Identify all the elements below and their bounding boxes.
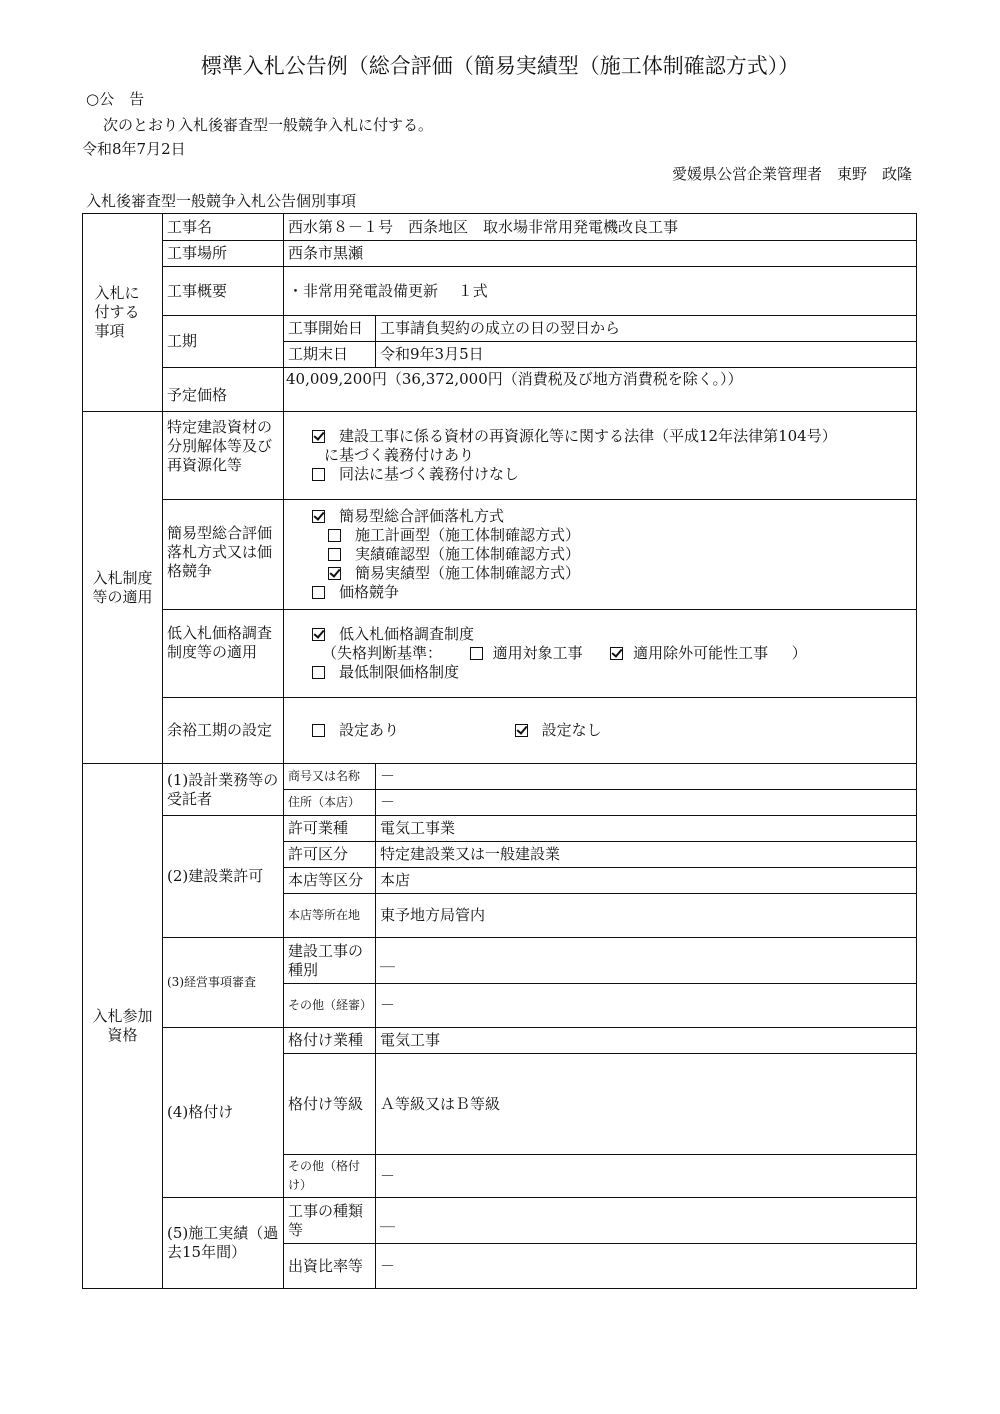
permit-label: (2)建設業許可 [163, 816, 284, 938]
permit-office-value: 本店 [376, 868, 917, 894]
section-title: 入札後審査型一般競争入札公告個別事項 [86, 192, 357, 210]
method-sub-plan: 施工計画型（施工体制確認方式） [288, 526, 912, 545]
price-label: 予定価格 [163, 368, 284, 412]
notice-intro: 次のとおり入札後審査型一般競争入札に付する。 [103, 116, 434, 134]
permit-type-value: 電気工事業 [376, 816, 917, 842]
method-option-price: 価格競争 [288, 583, 912, 602]
summary-label: 工事概要 [163, 267, 284, 316]
lowbid-survey-checkbox[interactable] [312, 628, 325, 641]
site-value: 西条市黒瀬 [284, 241, 917, 267]
method-sub-record: 簡易実績型（施工体制確認方式） [288, 564, 912, 583]
notice-date: 令和8年7月2日 [82, 140, 186, 158]
recycle-yes-checkbox[interactable] [312, 430, 325, 443]
spare-yes-checkbox[interactable] [312, 724, 325, 737]
signer: 愛媛県公営企業管理者 東野 政隆 [671, 165, 912, 183]
design-label: (1)設計業務等の受託者 [163, 764, 284, 816]
notice-label: ○公 告 [86, 90, 145, 108]
audit-kind-value: ＿ [376, 938, 917, 984]
spare-yes-label: 設定あり [339, 721, 400, 739]
recycle-label: 特定建設資材の分別解体等及び再資源化等 [163, 412, 284, 500]
spare-no-checkbox[interactable] [515, 724, 528, 737]
record-kind-label: 工事の種類等 [284, 1198, 376, 1244]
rank-label: (4)格付け [163, 1028, 284, 1198]
group-eligibility-label: 入札参加資格 [83, 764, 163, 1289]
permit-loc-label: 本店等所在地 [284, 894, 376, 938]
audit-other-value: － [376, 984, 917, 1028]
design-addr-label: 住所（本店） [284, 790, 376, 816]
permit-class-label: 許可区分 [284, 842, 376, 868]
spare-options [284, 698, 917, 764]
rank-type-value: 電気工事 [376, 1028, 917, 1054]
method-label: 簡易型総合評価落札方式又は価格競争 [163, 500, 284, 610]
audit-label: (3)経営事項審査 [163, 938, 284, 1028]
design-name-value: － [376, 764, 917, 790]
spare-label: 余裕工期の設定 [163, 698, 284, 764]
lowbid-option-min: 最低制限価格制度 [288, 663, 912, 682]
work-name-value: 西水第８－１号 西条地区 取水場非常用発電機改良工事 [284, 214, 917, 241]
lowbid-option-survey: 低入札価格調査制度 [288, 625, 912, 644]
period-label: 工期 [163, 316, 284, 368]
lowbid-criteria: （失格判断基準： 適用対象工事 適用除外可能性工事 ） [322, 644, 807, 662]
method-plan-checkbox[interactable] [328, 529, 341, 542]
recycle-option-yes: 建設工事に係る資材の再資源化等に関する法律（平成12年法律第104号） [288, 427, 912, 446]
method-simple-checkbox[interactable] [312, 510, 325, 523]
audit-other-label: その他（経審） [284, 984, 376, 1028]
start-label: 工事開始日 [284, 316, 376, 342]
method-option-simple: 簡易型総合評価落札方式 [288, 507, 912, 526]
criteria-exempt-checkbox[interactable] [610, 647, 623, 660]
permit-type-label: 許可業種 [284, 816, 376, 842]
rank-grade-value: Ａ等級又はＢ等級 [376, 1054, 917, 1155]
method-options [284, 500, 917, 610]
recycle-options [284, 412, 917, 500]
lowbid-label: 低入札価格調査制度等の適用 [163, 610, 284, 698]
permit-loc-value: 東予地方局管内 [376, 894, 917, 938]
start-value: 工事請負契約の成立の日の翌日から [376, 316, 917, 342]
notice-table [82, 213, 917, 1289]
rank-type-label: 格付け業種 [284, 1028, 376, 1054]
rank-grade-label: 格付け等級 [284, 1054, 376, 1155]
record-ratio-value: － [376, 1244, 917, 1289]
rank-other-label: その他（格付け） [284, 1155, 376, 1198]
record-ratio-label: 出資比率等 [284, 1244, 376, 1289]
permit-office-label: 本店等区分 [284, 868, 376, 894]
group-system-label: 入札制度等の適用 [83, 412, 163, 764]
end-label: 工期末日 [284, 342, 376, 368]
summary-value: ・非常用発電設備更新 １式 [284, 267, 917, 316]
site-label: 工事場所 [163, 241, 284, 267]
method-price-checkbox[interactable] [312, 586, 325, 599]
lowbid-options [284, 610, 917, 698]
price-value: 40,009,200円（36,372,000円（消費税及び地方消費税を除く。）） [284, 368, 917, 412]
record-label: (5)施工実績（過去15年間） [163, 1198, 284, 1289]
page-title: 標準入札公告例（総合評価（簡易実績型（施工体制確認方式）） [200, 54, 800, 78]
audit-kind-label: 建設工事の種別 [284, 938, 376, 984]
recycle-no-checkbox[interactable] [312, 468, 325, 481]
record-kind-value: ＿ [376, 1198, 917, 1244]
method-sub-check: 実績確認型（施工体制確認方式） [288, 545, 912, 564]
work-name-label: 工事名 [163, 214, 284, 241]
recycle-option-no: 同法に基づく義務付けなし [288, 465, 912, 484]
end-value: 令和9年3月5日 [376, 342, 917, 368]
spare-no-label: 設定なし [541, 721, 602, 739]
group-bid-items-label: 入札に付する事項 [83, 214, 163, 412]
criteria-target-checkbox[interactable] [470, 647, 483, 660]
method-record-checkbox[interactable] [328, 567, 341, 580]
lowbid-min-checkbox[interactable] [312, 666, 325, 679]
permit-class-value: 特定建設業又は一般建設業 [376, 842, 917, 868]
rank-other-value: － [376, 1155, 917, 1198]
method-check-checkbox[interactable] [328, 548, 341, 561]
recycle-option-yes-cont: に基づく義務付けあり [324, 446, 475, 464]
design-name-label: 商号又は名称 [284, 764, 376, 790]
design-addr-value: － [376, 790, 917, 816]
